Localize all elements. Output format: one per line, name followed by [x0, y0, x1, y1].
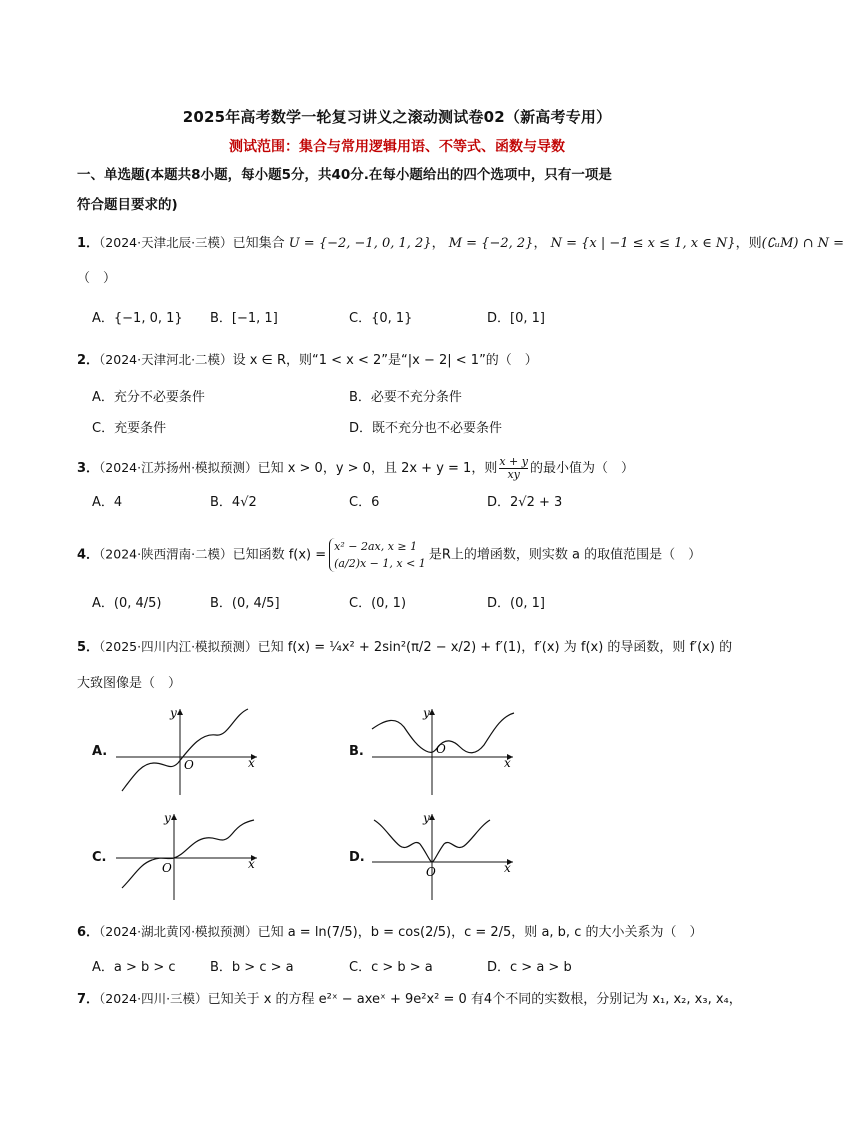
y-arrow	[171, 814, 177, 820]
piece-1: x² − 2ax, x ≥ 1	[334, 540, 418, 553]
graph-c[interactable]	[112, 810, 262, 902]
option-c[interactable]: C．(0, 1)	[349, 596, 407, 611]
option-b[interactable]: B．(0, 4/5]	[210, 596, 280, 611]
question-number: 4．	[77, 547, 100, 563]
y-arrow	[429, 814, 435, 820]
question-5	[77, 637, 733, 658]
y-label: y	[170, 706, 177, 720]
question-text: 是R上的增函数，则实数 a 的取值范围是（ ）	[428, 547, 702, 563]
question-source: （2025·四川内江·模拟预测）	[99, 639, 258, 654]
question-text: 已知函数 f(x) =	[232, 547, 327, 563]
origin-label: O	[162, 861, 172, 875]
question-6	[77, 922, 727, 943]
question-text: 已知 f(x) = ¼x² + 2sin²(π/2 − x/2) + f′(1)，f′(x) 为 f(x) 的导函数，则 f′(x) 的	[257, 640, 733, 655]
test-scope: 测试范围：集合与常用逻辑用语、不等式、函数与导数	[229, 139, 565, 155]
option-c[interactable]: C．充要条件	[92, 421, 167, 436]
question-text: 大致图像是（ ）	[77, 676, 182, 691]
option-d[interactable]: D．2√2 + 3	[487, 495, 563, 510]
question-number: 7．	[77, 992, 100, 1007]
y-label: y	[164, 811, 171, 825]
option-d[interactable]: D．c > a > b	[487, 960, 572, 975]
graph-label-c[interactable]: C.	[92, 850, 107, 865]
option-b[interactable]: B．[−1, 1]	[210, 311, 278, 326]
set-u: U = {−2, −1, 0, 1, 2}	[288, 236, 432, 251]
graph-label-b[interactable]: B.	[349, 744, 364, 759]
question-1: 1．（2024·天津北辰·三模）已知集合 U = {−2, −1, 0, 1, 2}， M = {−2, 2}， N = {x | −1 ≤ x ≤ 1, x ∈ N}，则(∁ᵤM) ∩ N =	[77, 235, 844, 251]
x-label: x	[504, 861, 511, 875]
piece-2: (a/2)x − 1, x < 1	[334, 557, 426, 570]
origin-label: O	[436, 742, 446, 756]
option-b[interactable]: B．必要不充分条件	[349, 390, 462, 405]
option-a[interactable]: A．a > b > c	[92, 960, 176, 975]
question-7	[77, 989, 742, 1010]
graph-label-d[interactable]: D.	[349, 850, 365, 865]
question-text: 的最小值为（ ）	[529, 461, 634, 476]
x-label: x	[248, 756, 255, 770]
question-source: （2024·天津北辰·三模）	[99, 235, 233, 250]
question-number: 6．	[77, 925, 100, 940]
option-d[interactable]: D．既不充分也不必要条件	[349, 421, 503, 436]
question-source: （2024·天津河北·二模）	[99, 352, 233, 367]
question-number: 5．	[77, 640, 100, 655]
y-arrow	[429, 709, 435, 715]
set-n: N = {x | −1 ≤ x ≤ 1, x ∈ N}	[550, 236, 736, 251]
denominator: xy	[499, 468, 528, 481]
answer-paren: （ ）	[77, 271, 117, 286]
question-text: 已知关于 x 的方程 e²ˣ − axeˣ + 9e²x² = 0 有4个不同的实数根，分别记为 x₁, x₂, x₃, x₄，	[207, 992, 742, 1007]
curve	[122, 709, 248, 791]
option-a[interactable]: A．{−1, 0, 1}	[92, 311, 183, 326]
question-source: （2024·江苏扬州·模拟预测）	[99, 460, 258, 475]
graph-a[interactable]	[112, 705, 262, 797]
option-a[interactable]: A．充分不必要条件	[92, 390, 205, 405]
x-label: x	[504, 756, 511, 770]
option-a[interactable]: A．(0, 4/5)	[92, 596, 162, 611]
section-heading-line1: 一、单选题(本题共8小题，每小题5分，共40分.在每小题给出的四个选项中，只有一项是	[77, 167, 612, 183]
question-3	[77, 456, 727, 481]
y-arrow	[177, 709, 183, 715]
y-label: y	[423, 811, 430, 825]
option-d[interactable]: D．(0, 1]	[487, 596, 545, 611]
section-heading-line2: 符合题目要求的)	[77, 197, 178, 213]
question-number: 1．	[77, 236, 100, 251]
option-b[interactable]: B．4√2	[210, 495, 257, 510]
question-4	[77, 538, 727, 572]
question-source: （2024·湖北黄冈·模拟预测）	[99, 924, 258, 939]
question-text: 已知 a = ln(7/5)，b = cos(2/5)，c = 2/5，则 a, b, c 的大小关系为（ ）	[257, 925, 703, 940]
piecewise-brace	[329, 538, 426, 572]
origin-label: O	[184, 758, 194, 772]
option-c[interactable]: C．{0, 1}	[349, 311, 413, 326]
question-text: 已知 x > 0，y > 0，且 2x + y = 1，则	[257, 461, 498, 476]
question-text: 设 x ∈ R，则“1 < x < 2”是“|x − 2| < 1”的（ ）	[232, 353, 538, 368]
question-2	[77, 350, 727, 371]
graph-d[interactable]	[368, 810, 518, 902]
option-c[interactable]: C．c > b > a	[349, 960, 433, 975]
x-label: x	[248, 857, 255, 871]
question-text: 已知集合	[232, 236, 285, 251]
curve	[122, 820, 254, 888]
question-text: ，则	[735, 236, 762, 251]
graph-b[interactable]	[368, 705, 518, 797]
question-source: （2024·四川·三模）	[99, 991, 208, 1006]
question-number: 3．	[77, 461, 100, 476]
question-number: 2．	[77, 353, 100, 368]
question-source: （2024·陕西渭南·二模）	[99, 546, 233, 562]
numerator: x + y	[499, 455, 528, 468]
option-d[interactable]: D．[0, 1]	[487, 311, 545, 326]
fraction	[499, 456, 528, 481]
y-label: y	[423, 706, 430, 720]
option-a[interactable]: A．4	[92, 495, 123, 510]
graph-label-a[interactable]: A.	[92, 744, 108, 759]
expression: (∁ᵤM) ∩ N =	[761, 236, 844, 251]
origin-label: O	[426, 865, 436, 879]
set-m: M = {−2, 2}	[448, 236, 534, 251]
option-b[interactable]: B．b > c > a	[210, 960, 294, 975]
option-c[interactable]: C．6	[349, 495, 380, 510]
page-title: 2025年高考数学一轮复习讲义之滚动测试卷02（新高考专用）	[182, 108, 612, 126]
